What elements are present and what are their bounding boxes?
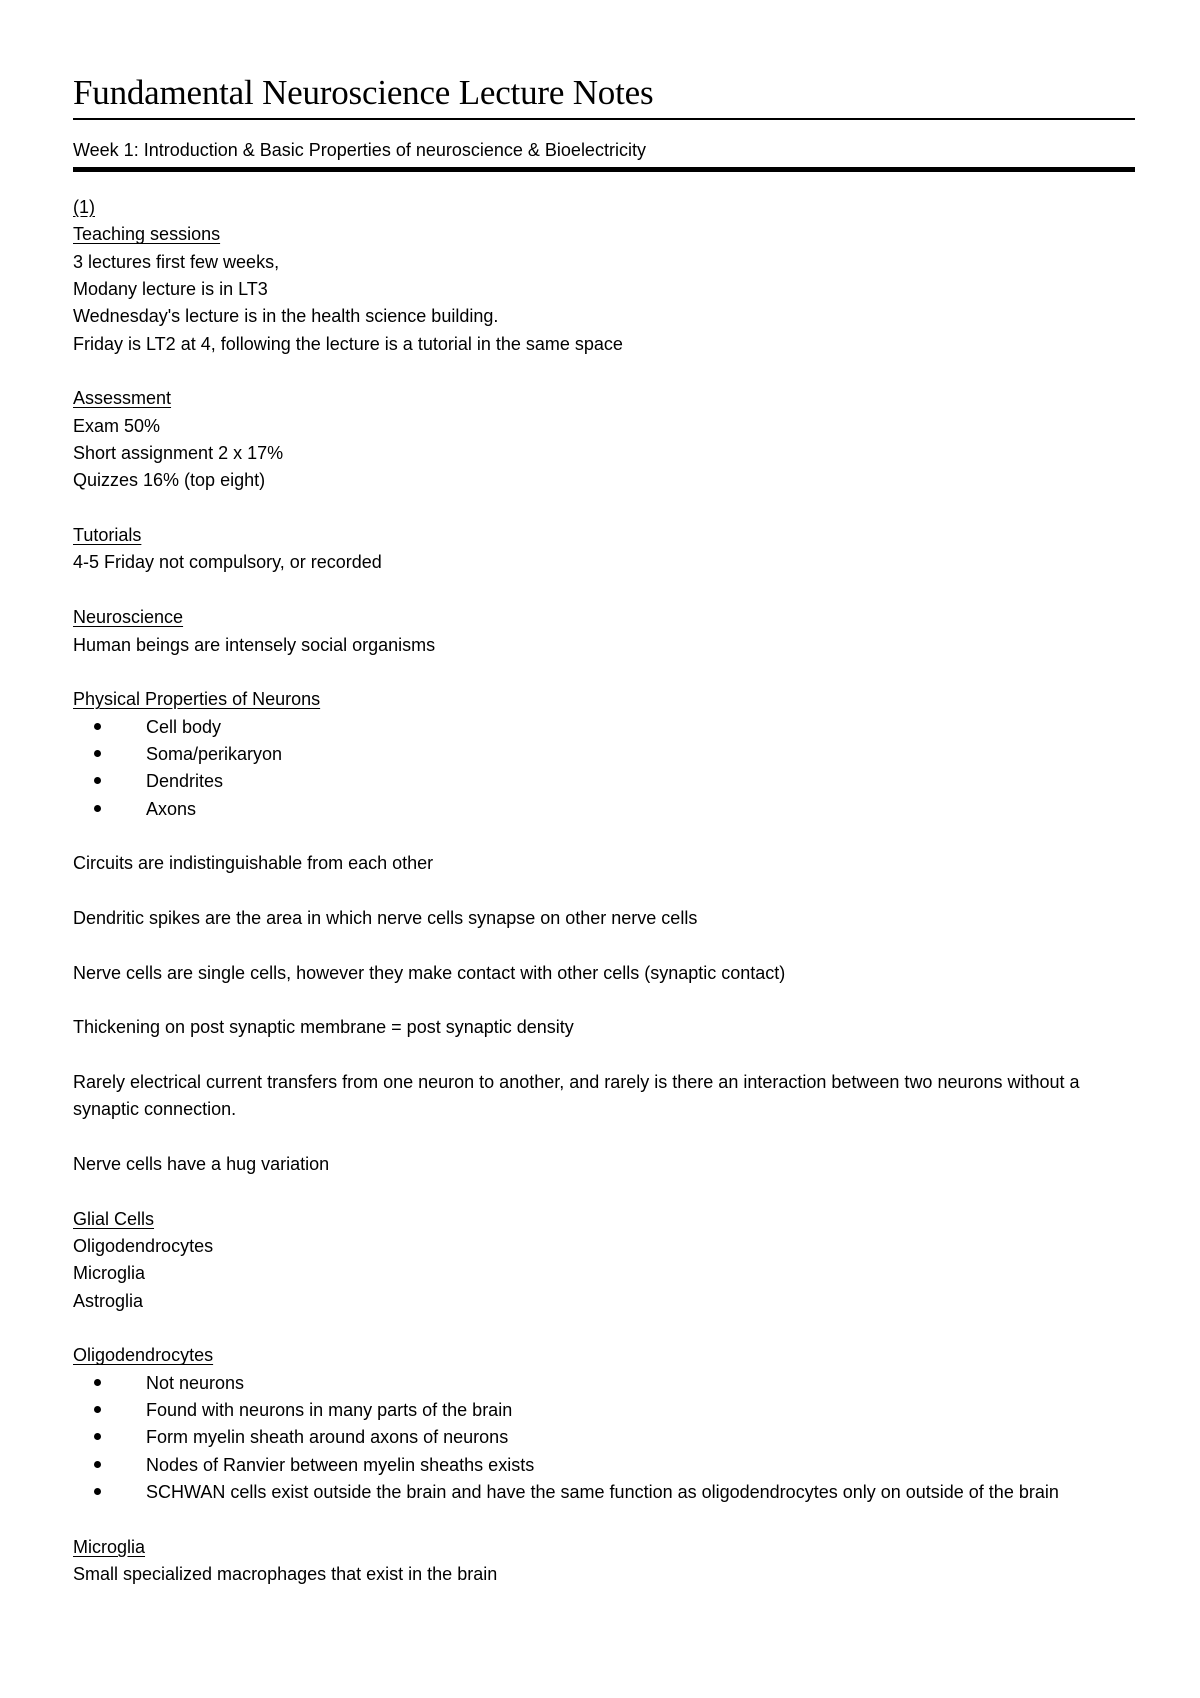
oligodendrocytes-list bbox=[73, 1370, 1135, 1507]
teaching-line: Wednesday's lecture is in the health science building. bbox=[73, 306, 499, 327]
list-item: Dendrites bbox=[73, 768, 1135, 795]
paragraph: Rarely electrical current transfers from one neuron to another, and rarely is there an interaction between two neurons without a synaptic connection. bbox=[73, 1072, 1080, 1120]
glial-line: Astroglia bbox=[73, 1290, 144, 1311]
spacer bbox=[73, 577, 1135, 604]
bullet-icon bbox=[94, 1406, 101, 1413]
week-heading: Week 1: Introduction & Basic Properties of neuroscience & Bioelectricity bbox=[73, 140, 646, 160]
bullet-icon bbox=[94, 1433, 101, 1440]
assessment-line: Exam 50% bbox=[73, 415, 161, 436]
list-item: Found with neurons in many parts of the brain bbox=[73, 1397, 1135, 1424]
list-item: Axons bbox=[73, 796, 1135, 823]
glial-line: Oligodendrocytes bbox=[73, 1236, 214, 1257]
notes-body bbox=[73, 194, 1135, 1589]
neuroscience-line: Human beings are intensely social organisms bbox=[73, 634, 436, 655]
microglia-line: Small specialized macrophages that exist in the brain bbox=[73, 1564, 498, 1585]
bullet-icon bbox=[94, 1461, 101, 1468]
list-item: Form myelin sheath around axons of neurons bbox=[73, 1424, 1135, 1451]
teaching-line: Friday is LT2 at 4, following the lecture is a tutorial in the same space bbox=[73, 333, 623, 354]
spacer bbox=[73, 495, 1135, 522]
spacer bbox=[73, 987, 1135, 1014]
spacer bbox=[73, 1507, 1135, 1534]
document-title: Fundamental Neuroscience Lecture Notes bbox=[73, 73, 654, 112]
spacer bbox=[73, 823, 1135, 850]
spacer bbox=[73, 1042, 1135, 1069]
glial-line: Microglia bbox=[73, 1263, 146, 1284]
week-divider bbox=[73, 167, 1135, 172]
assessment-line: Short assignment 2 x 17% bbox=[73, 443, 284, 464]
list-item: SCHWAN cells exist outside the brain and have the same function as oligodendrocytes only on outside of the brain bbox=[73, 1479, 1135, 1506]
spacer bbox=[73, 1315, 1135, 1342]
glial-heading: Glial Cells bbox=[73, 1208, 155, 1229]
bullet-icon bbox=[94, 750, 101, 757]
bullet-icon bbox=[94, 723, 101, 730]
paragraph: Nerve cells have a hug variation bbox=[73, 1154, 330, 1175]
list-item: Cell body bbox=[73, 714, 1135, 741]
list-item: Nodes of Ranvier between myelin sheaths exists bbox=[73, 1452, 1135, 1479]
oligodendrocytes-heading: Oligodendrocytes bbox=[73, 1345, 214, 1366]
list-item: Soma/perikaryon bbox=[73, 741, 1135, 768]
neuroscience-heading: Neuroscience bbox=[73, 607, 184, 628]
spacer bbox=[73, 878, 1135, 905]
title-divider bbox=[73, 118, 1135, 120]
bullet-icon bbox=[94, 1488, 101, 1495]
spacer bbox=[73, 659, 1135, 686]
physical-properties-list bbox=[73, 714, 1135, 823]
list-item: Not neurons bbox=[73, 1370, 1135, 1397]
physical-properties-heading: Physical Properties of Neurons bbox=[73, 689, 321, 710]
teaching-heading: Teaching sessions bbox=[73, 224, 221, 245]
tutorials-heading: Tutorials bbox=[73, 525, 142, 546]
assessment-line: Quizzes 16% (top eight) bbox=[73, 470, 266, 491]
paragraph: Nerve cells are single cells, however they make contact with other cells (synaptic contact) bbox=[73, 962, 786, 983]
paragraph: Circuits are indistinguishable from each other bbox=[73, 853, 434, 874]
spacer bbox=[73, 1178, 1135, 1205]
document-page bbox=[73, 72, 1135, 1589]
paragraph: Thickening on post synaptic membrane = post synaptic density bbox=[73, 1017, 574, 1038]
tutorials-line: 4-5 Friday not compulsory, or recorded bbox=[73, 552, 382, 573]
assessment-heading: Assessment bbox=[73, 388, 172, 409]
microglia-heading: Microglia bbox=[73, 1536, 146, 1557]
bullet-icon bbox=[94, 805, 101, 812]
bullet-icon bbox=[94, 1379, 101, 1386]
spacer bbox=[73, 358, 1135, 385]
teaching-line: Modany lecture is in LT3 bbox=[73, 279, 268, 300]
bullet-icon bbox=[94, 777, 101, 784]
paragraph: Dendritic spikes are the area in which nerve cells synapse on other nerve cells bbox=[73, 907, 698, 928]
spacer bbox=[73, 932, 1135, 959]
teaching-line: 3 lectures first few weeks, bbox=[73, 251, 280, 272]
spacer bbox=[73, 1124, 1135, 1151]
section-number: (1) bbox=[73, 197, 95, 217]
